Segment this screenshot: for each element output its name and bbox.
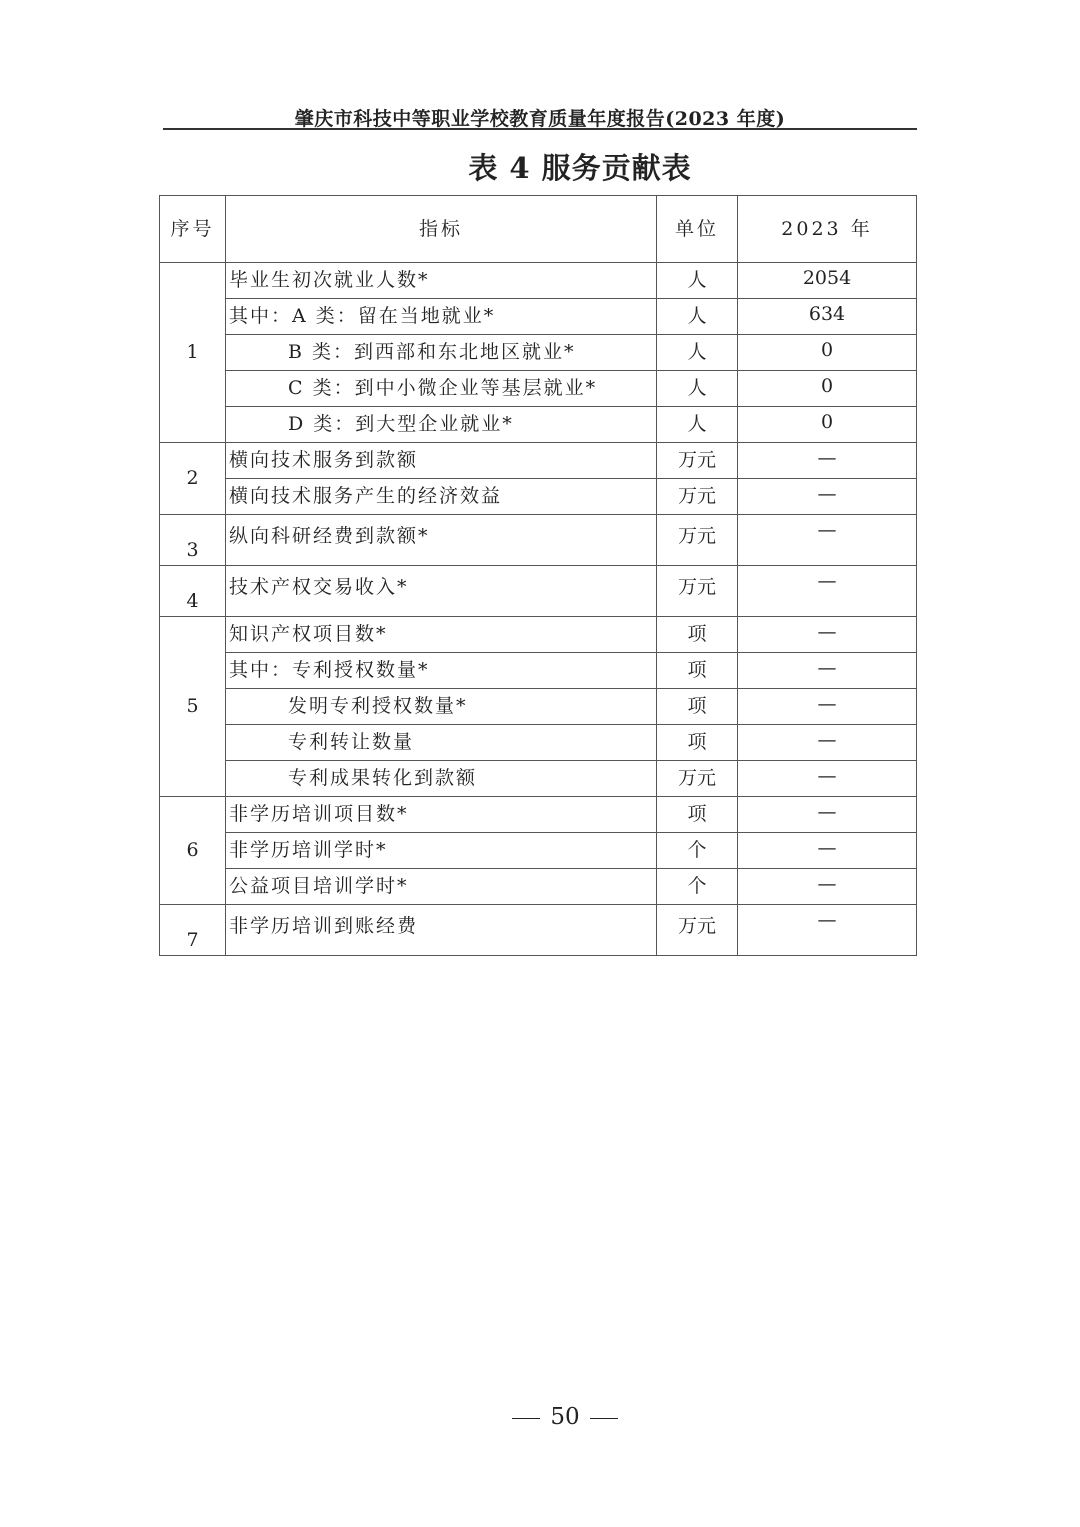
table-row	[160, 515, 917, 566]
row-index: 6	[160, 797, 226, 905]
indicator-cell: 毕业生初次就业人数*	[226, 263, 657, 299]
row-index: 2	[160, 443, 226, 515]
indicator-cell: 技术产权交易收入*	[226, 566, 657, 617]
indicator-cell: 其中：专利授权数量*	[226, 653, 657, 689]
unit-cell: 人	[657, 263, 738, 299]
value-cell: 0	[738, 407, 917, 443]
table-row	[160, 371, 917, 407]
row-index: 1	[160, 263, 226, 443]
row-index: 3	[160, 515, 226, 566]
table-row	[160, 479, 917, 515]
table-row	[160, 905, 917, 956]
indicator-cell: 非学历培训到账经费	[226, 905, 657, 956]
value-cell: —	[738, 869, 917, 905]
value-cell: 2054	[738, 263, 917, 299]
unit-cell: 项	[657, 617, 738, 653]
table-row	[160, 797, 917, 833]
col-header-unit: 单位	[657, 196, 738, 263]
value-cell: —	[738, 566, 917, 617]
page-number-dash-left	[512, 1418, 540, 1419]
indicator-cell: D 类：到大型企业就业*	[226, 407, 657, 443]
unit-cell: 万元	[657, 761, 738, 797]
value-cell: —	[738, 443, 917, 479]
unit-cell: 个	[657, 833, 738, 869]
table-title: 表 4 服务贡献表	[468, 151, 692, 185]
row-index: 4	[160, 566, 226, 617]
unit-cell: 人	[657, 371, 738, 407]
indicator-cell: 纵向科研经费到款额*	[226, 515, 657, 566]
indicator-cell: 发明专利授权数量*	[226, 689, 657, 725]
value-cell: —	[738, 797, 917, 833]
indicator-cell: 非学历培训学时*	[226, 833, 657, 869]
unit-cell: 万元	[657, 566, 738, 617]
value-cell: —	[738, 515, 917, 566]
table-row	[160, 566, 917, 617]
indicator-cell: 专利成果转化到款额	[226, 761, 657, 797]
unit-cell: 个	[657, 869, 738, 905]
unit-cell: 项	[657, 725, 738, 761]
indicator-cell: 专利转让数量	[226, 725, 657, 761]
unit-cell: 项	[657, 653, 738, 689]
table-row	[160, 833, 917, 869]
indicator-cell: 横向技术服务产生的经济效益	[226, 479, 657, 515]
value-cell: 0	[738, 335, 917, 371]
report-header-title: 肇庆市科技中等职业学校教育质量年度报告(2023 年度)	[294, 108, 786, 130]
table-row	[160, 653, 917, 689]
unit-cell: 项	[657, 797, 738, 833]
table-row	[160, 263, 917, 299]
col-header-year: 2023 年	[738, 196, 917, 263]
unit-cell: 万元	[657, 905, 738, 956]
indicator-cell: 知识产权项目数*	[226, 617, 657, 653]
unit-cell: 万元	[657, 479, 738, 515]
unit-cell: 项	[657, 689, 738, 725]
page-number-dash-right	[590, 1418, 618, 1419]
indicator-cell: B 类：到西部和东北地区就业*	[226, 335, 657, 371]
table-row	[160, 407, 917, 443]
unit-cell: 人	[657, 335, 738, 371]
col-header-index: 序号	[160, 196, 226, 263]
row-index: 5	[160, 617, 226, 797]
value-cell: 634	[738, 299, 917, 335]
indicator-cell: 横向技术服务到款额	[226, 443, 657, 479]
indicator-cell: C 类：到中小微企业等基层就业*	[226, 371, 657, 407]
unit-cell: 万元	[657, 443, 738, 479]
unit-cell: 人	[657, 407, 738, 443]
table-row	[160, 617, 917, 653]
header-divider	[163, 128, 917, 130]
value-cell: 0	[738, 371, 917, 407]
value-cell: —	[738, 617, 917, 653]
indicator-cell: 其中：A 类：留在当地就业*	[226, 299, 657, 335]
unit-cell: 万元	[657, 515, 738, 566]
table-row	[160, 689, 917, 725]
value-cell: —	[738, 653, 917, 689]
table-row	[160, 299, 917, 335]
table-row	[160, 443, 917, 479]
value-cell: —	[738, 833, 917, 869]
table-row	[160, 335, 917, 371]
value-cell: —	[738, 761, 917, 797]
indicator-cell: 公益项目培训学时*	[226, 869, 657, 905]
page-number: 50	[550, 1404, 580, 1430]
table-header-row	[160, 196, 917, 263]
table-row	[160, 869, 917, 905]
table-row	[160, 761, 917, 797]
value-cell: —	[738, 725, 917, 761]
col-header-indicator: 指标	[226, 196, 657, 263]
unit-cell: 人	[657, 299, 738, 335]
page-number-footer	[0, 1404, 1080, 1430]
service-contribution-table	[159, 195, 917, 956]
value-cell: —	[738, 905, 917, 956]
table-row	[160, 725, 917, 761]
value-cell: —	[738, 689, 917, 725]
indicator-cell: 非学历培训项目数*	[226, 797, 657, 833]
row-index: 7	[160, 905, 226, 956]
value-cell: —	[738, 479, 917, 515]
